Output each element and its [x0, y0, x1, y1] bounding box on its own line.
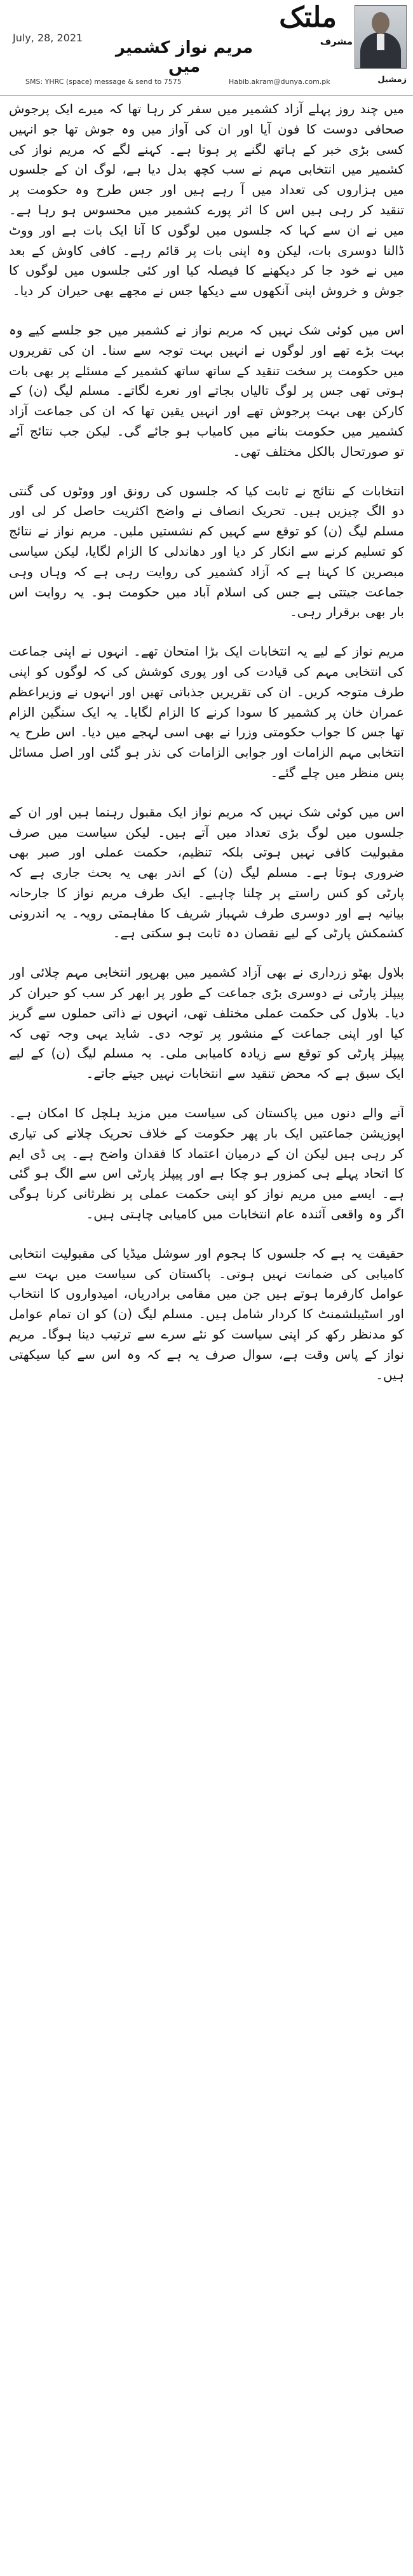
author-email[interactable]: Habib.akram@dunya.com.pk [229, 78, 330, 86]
publish-date: July, 28, 2021 [13, 32, 83, 44]
newspaper-logo: ملتک [279, 1, 337, 34]
author-name: زمشیل [377, 75, 407, 85]
article-paragraph: بلاول بھٹو زرداری نے بھی آزاد کشمیر میں بھرپور انتخابی مہم چلائی اور پیپلز پارٹی نے دوسری بڑی جماعت کے طور پر ابھر کر سب کو حیران کر دیا۔ بلاول کی حکمت عملی مختلف تھی، انہوں نے ذاتی حملوں سے گریز کیا اور اپنی جماعت کے منشور پر توجہ دی۔ شاید یہی وجہ تھی کہ پیپلز پارٹی کو توقع سے زیادہ کامیابی ملی۔ یہ مسلم لیگ (ن) کے لیے ایک سبق ہے کہ محض تنقید سے انتخابات نہیں جیتے جاتے۔ [9, 965, 404, 1082]
article-body [9, 99, 404, 2566]
author-photo [355, 5, 407, 69]
article-paragraph: مریم نواز کے لیے یہ انتخابات ایک بڑا امتحان تھے۔ انہوں نے اپنی جماعت کی انتخابی مہم کی قیادت کی اور پوری کوشش کی کہ لوگوں کو اپنی طرف متوجہ کریں۔ ان کی تقریریں جذباتی تھیں اور انہوں نے وزیراعظم عمران خان پر کشمیر کا سودا کرنے کا الزام لگایا۔ یہ ایک سنگین الزام تھا جس کا جواب حکومتی وزرا نے بھی اسی لہجے میں دیا۔ اس طرح یہ انتخابی مہم الزامات اور جوابی الزامات کی نذر ہو گئی اور اصل مسائل پس منظر میں چلے گئے۔ [9, 644, 404, 780]
sms-info: SMS: YHRC (space) message & send to 7575 [25, 78, 182, 86]
article-paragraph: حقیقت یہ ہے کہ جلسوں کا ہجوم اور سوشل میڈیا کی مقبولیت انتخابی کامیابی کی ضمانت نہیں ہوتی۔ پاکستان کی سیاست میں بہت سے عوامل کارفرما ہوتے ہیں جن میں مقامی برادریاں، امیدواروں کا انتخاب اور اسٹیبلشمنٹ کا کردار شامل ہیں۔ مسلم لیگ (ن) کو ان تمام عوامل کو مدنظر رکھ کر اپنی سیاست کو نئے سرے سے ترتیب دینا ہوگا۔ مریم نواز کے پاس وقت ہے، سوال صرف یہ ہے کہ وہ اس سے کیا سیکھتی ہیں۔ [9, 1245, 404, 1382]
article-paragraph: اس میں کوئی شک نہیں کہ مریم نواز ایک مقبول رہنما ہیں اور ان کے جلسوں میں لوگ بڑی تعداد میں آتے ہیں۔ لیکن سیاست میں صرف مقبولیت کافی نہیں ہوتی بلکہ تنظیم، حکمت عملی اور صبر بھی ضروری ہوتا ہے۔ مسلم لیگ (ن) کے اندر بھی یہ بحث جاری ہے کہ پارٹی کو کس راستے پر چلنا چاہیے۔ ایک طرف مریم نواز کا جارحانہ بیانیہ ہے اور دوسری طرف شہباز شریف کا مفاہمتی رویہ۔ یہ اندرونی کشمکش پارٹی کے لیے نقصان دہ ثابت ہو سکتی ہے۔ [9, 804, 404, 941]
article-paragraph: آنے والے دنوں میں پاکستان کی سیاست میں مزید ہلچل کا امکان ہے۔ اپوزیشن جماعتیں ایک بار پھر حکومت کے خلاف تحریک چلانے کی تیاری کر رہی ہیں لیکن ان کے درمیان اعتماد کا فقدان واضح ہے۔ پی ڈی ایم کا اتحاد پہلے ہی کمزور ہو چکا ہے اور پیپلز پارٹی اس سے الگ ہو گئی ہے۔ ایسے میں مریم نواز کو اپنی حکمت عملی پر نظرثانی کرنا ہوگی اگر وہ واقعی آئندہ عام انتخابات میں کامیابی چاہتی ہیں۔ [9, 1105, 404, 1222]
author-logo-caption: مشرف [320, 36, 353, 47]
article-title: مریم نواز کشمیر میں [115, 38, 254, 76]
article-paragraph: انتخابات کے نتائج نے ثابت کیا کہ جلسوں کی رونق اور ووٹوں کی گنتی دو الگ چیزیں ہیں۔ تحریک انصاف نے واضح اکثریت حاصل کر لی اور مسلم لیگ (ن) کو توقع سے کہیں کم نشستیں ملیں۔ مریم نواز نے نتائج کو تسلیم کرنے سے انکار کر دیا اور دھاندلی کا الزام لگایا، لیکن سیاسی مبصرین کا کہنا ہے کہ آزاد کشمیر کی روایت رہی ہے کہ وہاں وہی جماعت جیتتی ہے جس کی اسلام آباد میں حکومت ہو۔ یہ روایت اس بار بھی برقرار رہی۔ [9, 483, 404, 620]
column-header [0, 0, 413, 96]
article-paragraph: میں چند روز پہلے آزاد کشمیر میں سفر کر رہا تھا کہ میرے ایک پرجوش صحافی دوست کا فون آیا اور ان کی آواز میں وہ جوش تھا جو انہیں کسی بڑی خبر کے ہاتھ لگنے پر ہوتا ہے۔ کہنے لگے کہ مریم نواز کی کشمیر میں انتخابی مہم نے سب کچھ بدل دیا ہے، لوگ ان کے جلسوں میں ہزاروں کی تعداد میں آ رہے ہیں اور جس طرح وہ حکومت پر تنقید کر رہی ہیں اس کا اثر پورے کشمیر میں محسوس ہو رہا ہے۔ میں نے ان سے کہا کہ جلسوں میں لوگوں کا آنا ایک بات ہے اور ووٹ ڈالنا دوسری بات، لیکن وہ اپنی بات پر قائم رہے۔ کافی کاوش کے بعد میں نے خود جا کر دیکھنے کا فیصلہ کیا اور کئی جلسوں میں لوگوں کا جوش و خروش اپنی آنکھوں سے دیکھا جس نے مجھے بھی حیران کر دیا۔ [9, 101, 404, 299]
article-paragraph: اس میں کوئی شک نہیں کہ مریم نواز نے کشمیر میں جو جلسے کیے وہ بہت بڑے تھے اور لوگوں نے انہیں بہت توجہ سے سنا۔ ان کی تقریروں میں حکومت پر سخت تنقید کے ساتھ ساتھ کشمیر کے مسئلے پر بھی بات ہوتی تھی جس پر لوگ تالیاں بجاتے اور نعرے لگاتے۔ مسلم لیگ (ن) کے کارکن بھی بہت پرجوش تھے اور انہیں یقین تھا کہ ان کی جماعت آزاد کشمیر میں حکومت بنانے میں کامیاب ہو جائے گی۔ لیکن جب نتائج آئے تو صورتحال بالکل مختلف تھی۔ [9, 322, 404, 459]
